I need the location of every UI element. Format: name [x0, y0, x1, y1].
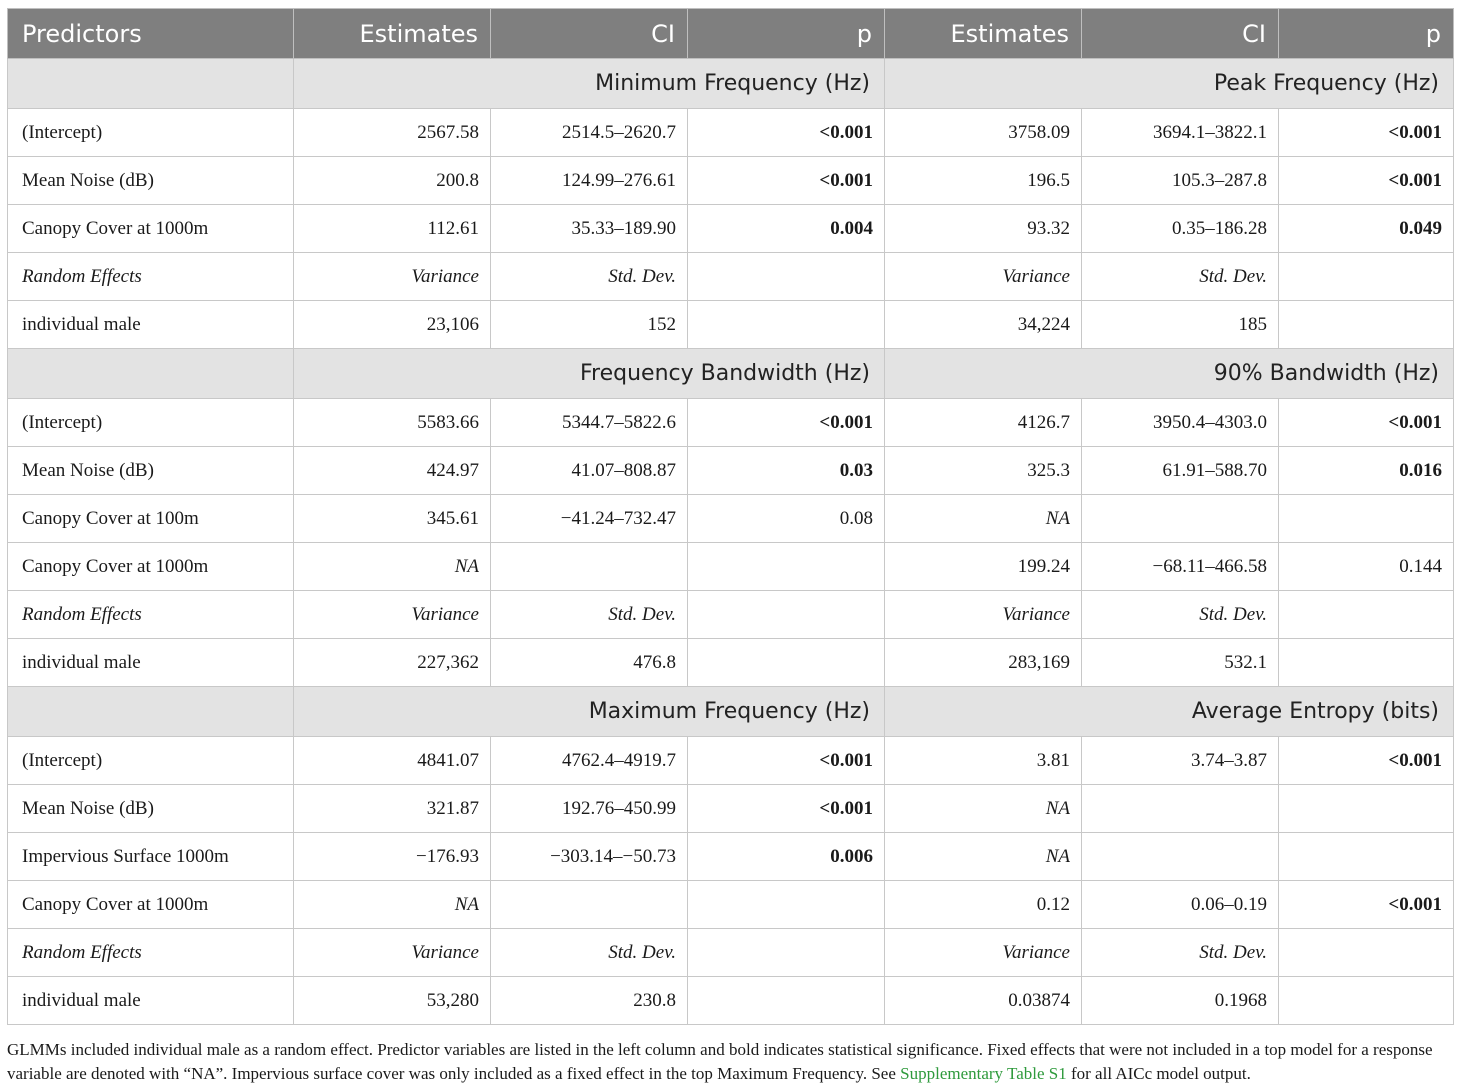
cell-e2: 3.81 [885, 737, 1082, 785]
cell-ci2: 0.06–0.19 [1082, 881, 1279, 929]
cell-e2: 4126.7 [885, 399, 1082, 447]
cell-ci2: Std. Dev. [1082, 591, 1279, 639]
cell-ci1: 4762.4–4919.7 [491, 737, 688, 785]
cell-e2: 93.32 [885, 205, 1082, 253]
cell-e1: Variance [294, 253, 491, 301]
cell-p1 [688, 301, 885, 349]
footnote-text: GLMMs included individual male as a random effect. Predictor variables are listed in the left column and bold indicates statistical significance. Fixed effects that were not included in a top model for a response variable are denoted with “NA”. Impervious surface cover was only included as a fixed effect in the top Maximum Frequency. See [7, 1040, 1433, 1083]
supplementary-table-link[interactable]: Supplementary Table S1 [900, 1064, 1067, 1083]
table-row [8, 737, 1454, 785]
cell-p1: <0.001 [688, 737, 885, 785]
section-blank-cell [8, 349, 294, 399]
cell-label: Canopy Cover at 1000m [8, 881, 294, 929]
cell-label: individual male [8, 301, 294, 349]
cell-ci2: 0.35–186.28 [1082, 205, 1279, 253]
cell-p2: 0.016 [1279, 447, 1454, 495]
table-row [8, 543, 1454, 591]
cell-p1: <0.001 [688, 109, 885, 157]
cell-e1: 23,106 [294, 301, 491, 349]
cell-p1: 0.03 [688, 447, 885, 495]
cell-ci1: 476.8 [491, 639, 688, 687]
section-title-right: Average Entropy (bits) [885, 687, 1454, 737]
cell-p2: <0.001 [1279, 737, 1454, 785]
glmm-results-table [7, 8, 1454, 1025]
cell-p1 [688, 881, 885, 929]
header-row [8, 9, 1454, 59]
cell-ci1: −303.14–−50.73 [491, 833, 688, 881]
section-blank-cell [8, 687, 294, 737]
table-row [8, 591, 1454, 639]
table-footnote [7, 1038, 1453, 1086]
cell-ci1: 35.33–189.90 [491, 205, 688, 253]
cell-label: Random Effects [8, 929, 294, 977]
cell-label: Random Effects [8, 253, 294, 301]
table-row [8, 785, 1454, 833]
cell-p1: <0.001 [688, 785, 885, 833]
cell-p2: 0.144 [1279, 543, 1454, 591]
cell-e1: 53,280 [294, 977, 491, 1025]
table-row [8, 253, 1454, 301]
header-p-left: p [688, 9, 885, 59]
header-estimates-left: Estimates [294, 9, 491, 59]
cell-p1: 0.006 [688, 833, 885, 881]
cell-p2 [1279, 977, 1454, 1025]
cell-ci2: 3694.1–3822.1 [1082, 109, 1279, 157]
table-body [8, 59, 1454, 1025]
cell-ci2: 185 [1082, 301, 1279, 349]
cell-e1: −176.93 [294, 833, 491, 881]
cell-label: individual male [8, 977, 294, 1025]
cell-e2: NA [885, 785, 1082, 833]
cell-p2 [1279, 785, 1454, 833]
cell-ci1: 152 [491, 301, 688, 349]
header-predictors: Predictors [8, 9, 294, 59]
table-row [8, 833, 1454, 881]
cell-e1: Variance [294, 591, 491, 639]
cell-ci2: 3950.4–4303.0 [1082, 399, 1279, 447]
table-row [8, 881, 1454, 929]
cell-e2: 199.24 [885, 543, 1082, 591]
cell-ci1: 2514.5–2620.7 [491, 109, 688, 157]
cell-p1 [688, 639, 885, 687]
cell-e2: 196.5 [885, 157, 1082, 205]
cell-ci1: 192.76–450.99 [491, 785, 688, 833]
header-estimates-right: Estimates [885, 9, 1082, 59]
cell-e1: 321.87 [294, 785, 491, 833]
header-p-right: p [1279, 9, 1454, 59]
cell-p2 [1279, 301, 1454, 349]
cell-label: Canopy Cover at 100m [8, 495, 294, 543]
cell-ci2: Std. Dev. [1082, 929, 1279, 977]
cell-label: Canopy Cover at 1000m [8, 543, 294, 591]
cell-ci2: Std. Dev. [1082, 253, 1279, 301]
table-row [8, 639, 1454, 687]
cell-e2: NA [885, 495, 1082, 543]
table-row [8, 399, 1454, 447]
cell-e1: 200.8 [294, 157, 491, 205]
cell-e2: 3758.09 [885, 109, 1082, 157]
table-row [8, 157, 1454, 205]
cell-ci2: 105.3–287.8 [1082, 157, 1279, 205]
cell-p1 [688, 591, 885, 639]
cell-e2: 325.3 [885, 447, 1082, 495]
cell-e1: 424.97 [294, 447, 491, 495]
cell-ci1: 41.07–808.87 [491, 447, 688, 495]
cell-e2: Variance [885, 253, 1082, 301]
cell-p1 [688, 543, 885, 591]
cell-p2: <0.001 [1279, 881, 1454, 929]
cell-label: Mean Noise (dB) [8, 157, 294, 205]
cell-label: Impervious Surface 1000m [8, 833, 294, 881]
cell-label: Random Effects [8, 591, 294, 639]
table-row [8, 447, 1454, 495]
section-title-right: Peak Frequency (Hz) [885, 59, 1454, 109]
cell-e2: 34,224 [885, 301, 1082, 349]
cell-ci1: Std. Dev. [491, 253, 688, 301]
cell-ci1: 5344.7–5822.6 [491, 399, 688, 447]
table-row [8, 109, 1454, 157]
cell-p2: <0.001 [1279, 399, 1454, 447]
cell-p2 [1279, 639, 1454, 687]
header-ci-left: CI [491, 9, 688, 59]
cell-p1 [688, 253, 885, 301]
cell-e2: 0.12 [885, 881, 1082, 929]
cell-p1: <0.001 [688, 399, 885, 447]
table-row [8, 929, 1454, 977]
cell-label: Canopy Cover at 1000m [8, 205, 294, 253]
cell-p1 [688, 977, 885, 1025]
section-header-row [8, 59, 1454, 109]
cell-ci1: 230.8 [491, 977, 688, 1025]
cell-p2 [1279, 591, 1454, 639]
header-ci-right: CI [1082, 9, 1279, 59]
cell-ci1: −41.24–732.47 [491, 495, 688, 543]
cell-ci2: 532.1 [1082, 639, 1279, 687]
cell-e1: NA [294, 881, 491, 929]
cell-e1: 2567.58 [294, 109, 491, 157]
cell-ci2 [1082, 785, 1279, 833]
cell-e2: 283,169 [885, 639, 1082, 687]
cell-label: (Intercept) [8, 399, 294, 447]
cell-label: Mean Noise (dB) [8, 447, 294, 495]
cell-e2: NA [885, 833, 1082, 881]
section-title-left: Maximum Frequency (Hz) [294, 687, 885, 737]
cell-ci2: −68.11–466.58 [1082, 543, 1279, 591]
glmm-results-table-container [7, 8, 1453, 1025]
cell-e1: 4841.07 [294, 737, 491, 785]
table-row [8, 495, 1454, 543]
cell-ci1: Std. Dev. [491, 591, 688, 639]
section-title-left: Minimum Frequency (Hz) [294, 59, 885, 109]
cell-ci1: Std. Dev. [491, 929, 688, 977]
table-row [8, 977, 1454, 1025]
cell-ci2 [1082, 495, 1279, 543]
cell-p1 [688, 929, 885, 977]
section-header-row [8, 349, 1454, 399]
cell-p2: <0.001 [1279, 109, 1454, 157]
table-row [8, 301, 1454, 349]
cell-label: individual male [8, 639, 294, 687]
cell-p2 [1279, 929, 1454, 977]
cell-e2: Variance [885, 591, 1082, 639]
cell-e1: 227,362 [294, 639, 491, 687]
cell-p2: 0.049 [1279, 205, 1454, 253]
cell-ci1 [491, 543, 688, 591]
section-title-right: 90% Bandwidth (Hz) [885, 349, 1454, 399]
section-blank-cell [8, 59, 294, 109]
cell-ci2: 0.1968 [1082, 977, 1279, 1025]
cell-e1: NA [294, 543, 491, 591]
section-header-row [8, 687, 1454, 737]
cell-p2 [1279, 253, 1454, 301]
cell-p1: <0.001 [688, 157, 885, 205]
cell-ci2: 3.74–3.87 [1082, 737, 1279, 785]
cell-e2: 0.03874 [885, 977, 1082, 1025]
cell-label: Mean Noise (dB) [8, 785, 294, 833]
cell-ci1: 124.99–276.61 [491, 157, 688, 205]
cell-p2: <0.001 [1279, 157, 1454, 205]
cell-ci1 [491, 881, 688, 929]
cell-e1: 5583.66 [294, 399, 491, 447]
cell-p1: 0.08 [688, 495, 885, 543]
cell-label: (Intercept) [8, 109, 294, 157]
cell-label: (Intercept) [8, 737, 294, 785]
cell-e1: Variance [294, 929, 491, 977]
table-row [8, 205, 1454, 253]
cell-p1: 0.004 [688, 205, 885, 253]
section-title-left: Frequency Bandwidth (Hz) [294, 349, 885, 399]
footnote-text-end: for all AICc model output. [1066, 1064, 1251, 1083]
cell-ci2 [1082, 833, 1279, 881]
cell-ci2: 61.91–588.70 [1082, 447, 1279, 495]
cell-e2: Variance [885, 929, 1082, 977]
cell-p2 [1279, 495, 1454, 543]
cell-p2 [1279, 833, 1454, 881]
cell-e1: 345.61 [294, 495, 491, 543]
cell-e1: 112.61 [294, 205, 491, 253]
